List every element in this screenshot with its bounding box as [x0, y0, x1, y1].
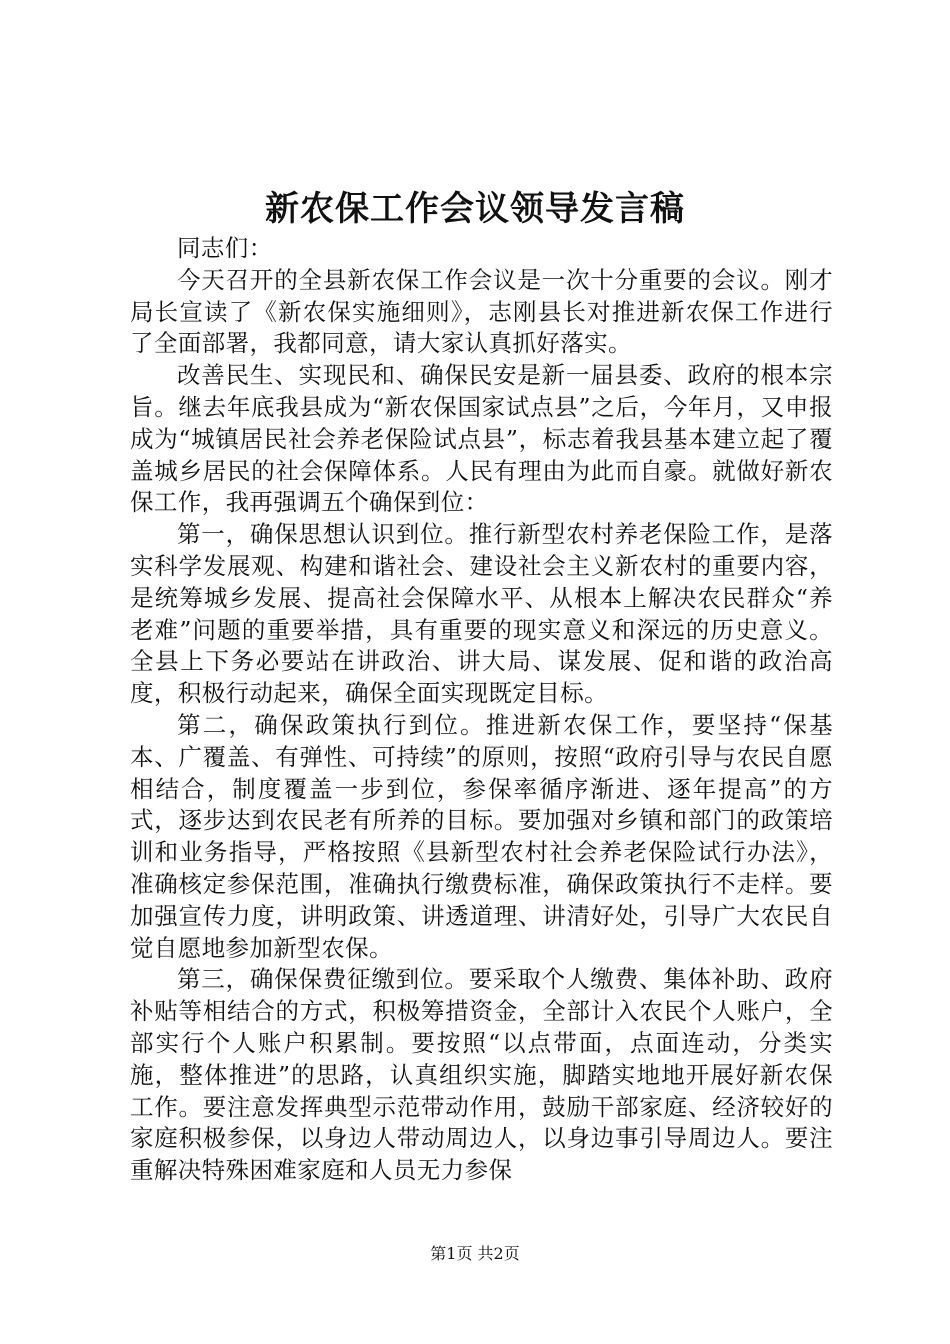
document-title: 新农保工作会议领导发言稿: [265, 189, 685, 229]
body-paragraph: 第一，确保思想认识到位。推行新型农村养老保险工作，是落实科学发展观、构建和谐社会、建设社会主义新农村的重要内容，是统筹城乡发展、提高社会保障水平、从根本上解决农民群众“养老难”问题的重要举措，具有重要的现实意义和深远的历史意义。全县上下务必要站在讲政治、讲大局、谋发展、促和谐的政治高度，积极行动起来，确保全面实现既定目标。: [130, 520, 833, 708]
body-paragraph: 第二，确保政策执行到位。推进新农保工作，要坚持“保基本、广覆盖、有弹性、可持续”的原则，按照“政府引导与农民自愿相结合，制度覆盖一步到位，参保率循序渐进、逐年提高”的方式，逐步达到农民老有所养的目标。要加强对乡镇和部门的政策培训和业务指导，严格按照《县新型农村社会养老保险试行办法》，准确核定参保范围，准确执行缴费标准，确保政策执行不走样。要加强宣传力度，讲明政策、讲透道理、讲清好处，引导广大农民自觉自愿地参加新型农保。: [130, 710, 833, 962]
body-paragraph: 今天召开的全县新农保工作会议是一次十分重要的会议。刚才局长宣读了《新农保实施细则》，志刚县长对推进新农保工作进行了全面部署，我都同意，请大家认真抓好落实。: [130, 265, 833, 358]
page-number-footer: 第1页 共2页: [430, 1244, 520, 1263]
body-paragraph: 改善民生、实现民和、确保民安是新一届县委、政府的根本宗旨。继去年底我县成为“新农保国家试点县”之后，今年月，又申报成为“城镇居民社会养老保险试点县”，标志着我县基本建立起了覆盖城乡居民的社会保障体系。人民有理由为此而自豪。就做好新农保工作，我再强调五个确保到位：: [130, 361, 833, 517]
salutation-paragraph: 同志们：: [177, 234, 273, 262]
body-paragraph: 第三，确保保费征缴到位。要采取个人缴费、集体补助、政府补贴等相结合的方式，积极筹措资金，全部计入农民个人账户，全部实行个人账户积累制。要按照“以点带面，点面连动，分类实施，整体推进”的思路，认真组织实施，脚踏实地地开展好新农保工作。要注意发挥典型示范带动作用，鼓励干部家庭、经济较好的家庭积极参保，以身边人带动周边人，以身边事引导周边人。要注重解决特殊困难家庭和人员无力参保: [130, 965, 833, 1185]
document-body: [130, 233, 833, 1187]
